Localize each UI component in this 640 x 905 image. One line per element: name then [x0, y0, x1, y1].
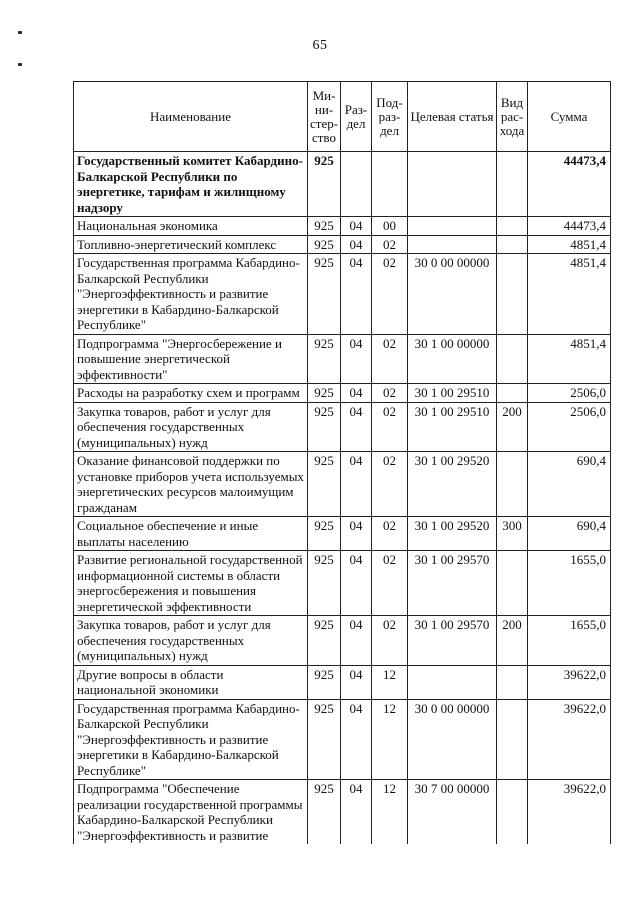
- row-subsection-cell: 02: [372, 551, 408, 616]
- table-row: [74, 699, 611, 780]
- row-sum-cell: 2506,0: [528, 402, 611, 452]
- row-expense-type-cell: [497, 334, 528, 384]
- row-section-cell: [341, 152, 372, 217]
- row-expense-type-cell: 300: [497, 517, 528, 551]
- row-subsection-cell: 02: [372, 402, 408, 452]
- row-section-cell: 04: [341, 452, 372, 517]
- row-section-cell: 04: [341, 780, 372, 845]
- row-ministry-cell: 925: [308, 452, 341, 517]
- row-name-cell: Социальное обеспечение и иные выплаты населению: [74, 517, 308, 551]
- table-row: [74, 665, 611, 699]
- table-row: [74, 384, 611, 403]
- row-sum-cell: 39622,0: [528, 665, 611, 699]
- row-ministry-cell: 925: [308, 780, 341, 845]
- row-name-cell: Оказание финансовой поддержки по установке приборов учета используемых энергетических ресурсов малоимущим гражданам: [74, 452, 308, 517]
- row-section-cell: 04: [341, 217, 372, 236]
- budget-table: [73, 81, 611, 844]
- row-expense-type-cell: 200: [497, 616, 528, 666]
- row-ministry-cell: 925: [308, 551, 341, 616]
- row-expense-type-cell: [497, 254, 528, 335]
- row-expense-type-cell: [497, 384, 528, 403]
- table-row: [74, 452, 611, 517]
- row-subsection-cell: 02: [372, 452, 408, 517]
- table-row: [74, 254, 611, 335]
- row-expense-type-cell: [497, 152, 528, 217]
- table-header-row: [74, 82, 611, 152]
- row-target-cell: 30 0 00 00000: [408, 254, 497, 335]
- row-subsection-cell: 12: [372, 665, 408, 699]
- row-target-cell: 30 1 00 29570: [408, 551, 497, 616]
- row-section-cell: 04: [341, 699, 372, 780]
- row-ministry-cell: 925: [308, 217, 341, 236]
- row-target-cell: 30 1 00 29570: [408, 616, 497, 666]
- header-subsection: Под- раз- дел: [372, 82, 408, 152]
- row-expense-type-cell: [497, 551, 528, 616]
- row-target-cell: 30 1 00 29510: [408, 402, 497, 452]
- row-ministry-cell: 925: [308, 235, 341, 254]
- row-sum-cell: 4851,4: [528, 254, 611, 335]
- row-subsection-cell: [372, 152, 408, 217]
- header-sum: Сумма: [528, 82, 611, 152]
- row-sum-cell: 1655,0: [528, 551, 611, 616]
- row-expense-type-cell: [497, 235, 528, 254]
- row-ministry-cell: 925: [308, 517, 341, 551]
- row-sum-cell: 39622,0: [528, 699, 611, 780]
- row-ministry-cell: 925: [308, 152, 341, 217]
- table-row: [74, 334, 611, 384]
- row-name-cell: Расходы на разработку схем и программ: [74, 384, 308, 403]
- header-name: Наименование: [74, 82, 308, 152]
- row-name-cell: Подпрограмма "Энергосбережение и повышение энергетической эффективности": [74, 334, 308, 384]
- scan-mark: [18, 31, 22, 34]
- table-row: [74, 780, 611, 845]
- header-target: Целевая статья: [408, 82, 497, 152]
- row-sum-cell: 39622,0: [528, 780, 611, 845]
- row-target-cell: [408, 235, 497, 254]
- row-target-cell: 30 1 00 29510: [408, 384, 497, 403]
- row-section-cell: 04: [341, 402, 372, 452]
- row-sum-cell: 1655,0: [528, 616, 611, 666]
- row-subsection-cell: 02: [372, 254, 408, 335]
- row-section-cell: 04: [341, 551, 372, 616]
- row-name-cell: Национальная экономика: [74, 217, 308, 236]
- row-name-cell: Государственная программа Кабардино-Балкарской Республики "Энергоэффективность и развитие энергетики в Кабардино-Балкарской Республике": [74, 699, 308, 780]
- row-section-cell: 04: [341, 334, 372, 384]
- row-ministry-cell: 925: [308, 254, 341, 335]
- row-name-cell: Государственная программа Кабардино-Балкарской Республики "Энергоэффективность и развитие энергетики в Кабардино-Балкарской Республике": [74, 254, 308, 335]
- row-name-cell: Закупка товаров, работ и услуг для обеспечения государственных (муниципальных) нужд: [74, 402, 308, 452]
- row-subsection-cell: 12: [372, 780, 408, 845]
- row-section-cell: 04: [341, 616, 372, 666]
- table-row: [74, 152, 611, 217]
- row-ministry-cell: 925: [308, 616, 341, 666]
- row-subsection-cell: 02: [372, 616, 408, 666]
- row-name-cell: Закупка товаров, работ и услуг для обеспечения государственных (муниципальных) нужд: [74, 616, 308, 666]
- row-name-cell: Государственный комитет Кабардино-Балкарской Республики по энергетике, тарифам и жилищному надзору: [74, 152, 308, 217]
- row-section-cell: 04: [341, 384, 372, 403]
- row-target-cell: 30 1 00 29520: [408, 452, 497, 517]
- row-section-cell: 04: [341, 665, 372, 699]
- row-expense-type-cell: [497, 665, 528, 699]
- row-sum-cell: 44473,4: [528, 152, 611, 217]
- row-section-cell: 04: [341, 235, 372, 254]
- row-target-cell: 30 1 00 00000: [408, 334, 497, 384]
- row-sum-cell: 4851,4: [528, 235, 611, 254]
- table-row: [74, 517, 611, 551]
- row-expense-type-cell: 200: [497, 402, 528, 452]
- row-ministry-cell: 925: [308, 699, 341, 780]
- row-subsection-cell: 02: [372, 517, 408, 551]
- scan-mark: [18, 63, 22, 66]
- row-sum-cell: 2506,0: [528, 384, 611, 403]
- row-target-cell: 30 7 00 00000: [408, 780, 497, 845]
- table-row: [74, 616, 611, 666]
- row-subsection-cell: 02: [372, 334, 408, 384]
- row-name-cell: Подпрограмма "Обеспечение реализации государственной программы Кабардино-Балкарской Республики "Энергоэффективность и развитие: [74, 780, 308, 845]
- row-target-cell: [408, 152, 497, 217]
- row-target-cell: 30 0 00 00000: [408, 699, 497, 780]
- row-section-cell: 04: [341, 517, 372, 551]
- page-number: 65: [312, 38, 328, 53]
- row-subsection-cell: 02: [372, 384, 408, 403]
- row-subsection-cell: 12: [372, 699, 408, 780]
- table-row: [74, 217, 611, 236]
- row-name-cell: Развитие региональной государственной информационной системы в области энергосбережения и повышения энергетической эффективности: [74, 551, 308, 616]
- row-sum-cell: 690,4: [528, 517, 611, 551]
- row-expense-type-cell: [497, 452, 528, 517]
- header-ministry: Ми- ни- стер- ство: [308, 82, 341, 152]
- header-expense-type: Вид рас- хода: [497, 82, 528, 152]
- table-row: [74, 402, 611, 452]
- row-sum-cell: 4851,4: [528, 334, 611, 384]
- row-expense-type-cell: [497, 699, 528, 780]
- row-subsection-cell: 02: [372, 235, 408, 254]
- row-section-cell: 04: [341, 254, 372, 335]
- row-expense-type-cell: [497, 217, 528, 236]
- row-name-cell: Другие вопросы в области национальной экономики: [74, 665, 308, 699]
- row-subsection-cell: 00: [372, 217, 408, 236]
- row-ministry-cell: 925: [308, 665, 341, 699]
- row-name-cell: Топливно-энергетический комплекс: [74, 235, 308, 254]
- table-row: [74, 551, 611, 616]
- header-section: Раз- дел: [341, 82, 372, 152]
- row-ministry-cell: 925: [308, 402, 341, 452]
- row-ministry-cell: 925: [308, 384, 341, 403]
- row-sum-cell: 690,4: [528, 452, 611, 517]
- row-target-cell: 30 1 00 29520: [408, 517, 497, 551]
- row-target-cell: [408, 217, 497, 236]
- table-row: [74, 235, 611, 254]
- row-ministry-cell: 925: [308, 334, 341, 384]
- row-expense-type-cell: [497, 780, 528, 845]
- row-sum-cell: 44473,4: [528, 217, 611, 236]
- row-target-cell: [408, 665, 497, 699]
